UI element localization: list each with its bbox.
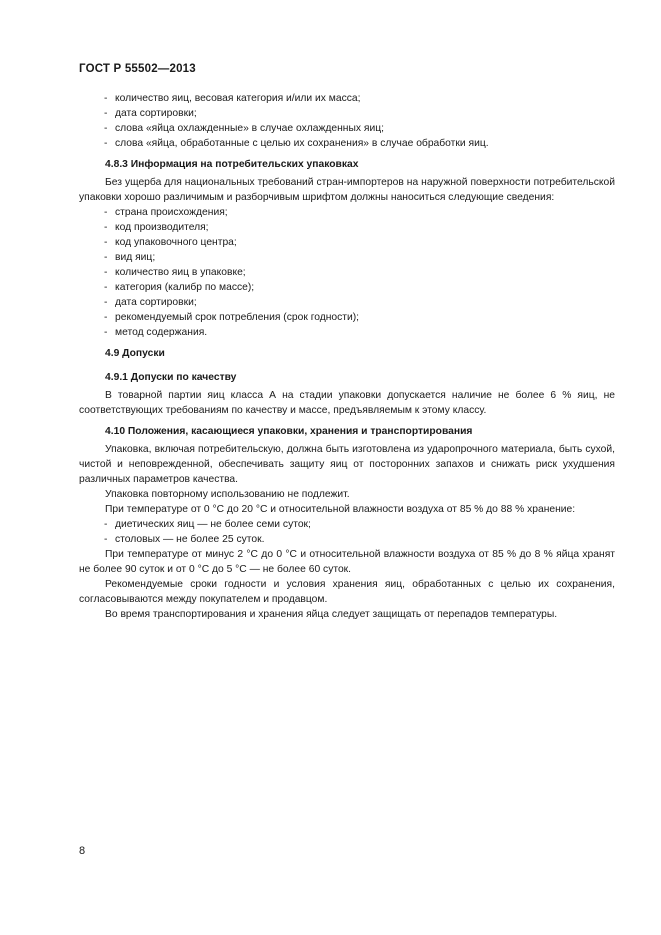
dash-marker: -: [104, 123, 108, 134]
list-item: [79, 250, 615, 265]
paragraph-no-reuse: Упаковка повторному использованию не подлежит.: [105, 489, 350, 500]
list-item-text: страна происхождения;: [115, 207, 228, 218]
list-item: [79, 235, 615, 250]
list-item-text: столовых — не более 25 суток.: [115, 534, 265, 545]
list-item: [79, 121, 615, 136]
dash-marker: -: [104, 108, 108, 119]
list-item-text: метод содержания.: [115, 327, 208, 338]
list-item: [79, 532, 615, 547]
dash-marker: -: [104, 138, 108, 149]
list-item-text: слова «яйца, обработанные с целью их сохранения» в случае обработки яиц.: [115, 138, 489, 149]
list-item-text: диетических яиц — не более семи суток;: [115, 519, 311, 530]
list-item: [79, 265, 615, 280]
dash-marker: -: [104, 519, 108, 530]
paragraph-packaging: Упаковка, включая потребительскую, должна быть изготовлена из ударопрочного материала, быть сухой, чистой и неповрежденной, обеспечивать защиту яиц от посторонних запахов и снижать риск ухудшения различных параметров качества.: [79, 444, 615, 485]
paragraph-storage-conditions: При температуре от 0 °С до 20 °С и относительной влажности воздуха от 85 % до 88 % хранение:: [105, 504, 576, 515]
section-heading-4-9-1: 4.9.1 Допуски по качеству: [105, 372, 237, 383]
dash-marker: -: [104, 297, 108, 308]
section-heading-4-10: 4.10 Положения, касающиеся упаковки, хранения и транспортирования: [105, 426, 473, 437]
list-item-text: количество яиц, весовая категория и/или их масса;: [115, 93, 361, 104]
list-item: [79, 106, 615, 121]
dash-marker: -: [104, 252, 108, 263]
page-number: 8: [79, 845, 86, 857]
list-consumer-pack-info: [79, 205, 615, 340]
section-heading-4-9: 4.9 Допуски: [105, 348, 165, 359]
document-body: [79, 91, 615, 622]
list-item: [79, 205, 615, 220]
list-item-text: количество яиц в упаковке;: [115, 267, 246, 278]
dash-marker: -: [104, 207, 108, 218]
list-item: [79, 310, 615, 325]
paragraph-4-8-3: Без ущерба для национальных требований стран-импортеров на наружной поверхности потребительской упаковки хорошо различимым и разборчивым шрифтом должны наноситься следующие сведения:: [79, 177, 615, 203]
list-item-text: дата сортировки;: [115, 108, 197, 119]
spacer: [79, 151, 615, 155]
list-item-text: дата сортировки;: [115, 297, 197, 308]
list-egg-marking: [79, 91, 615, 151]
list-item: [79, 325, 615, 340]
list-item: [79, 517, 615, 532]
list-item-text: вид яиц;: [115, 252, 156, 263]
paragraph-transport: Во время транспортирования и хранения яйца следует защищать от перепадов температуры.: [105, 609, 558, 620]
document-header: ГОСТ Р 55502—2013: [79, 63, 196, 75]
dash-marker: -: [104, 93, 108, 104]
list-item: [79, 220, 615, 235]
list-item: [79, 280, 615, 295]
dash-marker: -: [104, 237, 108, 248]
dash-marker: -: [104, 222, 108, 233]
section-heading-4-8-3: 4.8.3 Информация на потребительских упаковках: [105, 159, 359, 170]
list-item-text: слова «яйца охлажденные» в случае охлажденных яиц;: [115, 123, 384, 134]
list-item: [79, 136, 615, 151]
dash-marker: -: [104, 312, 108, 323]
paragraph-4-9-1: В товарной партии яиц класса А на стадии упаковки допускается наличие не более 6 % яиц, не соответствующих требованиям по качеству и массе, предъявляемым к этому классу.: [79, 390, 615, 416]
list-item-text: рекомендуемый срок потребления (срок годности);: [115, 312, 360, 323]
spacer: [79, 364, 615, 368]
list-item-text: категория (калибр по массе);: [115, 282, 255, 293]
spacer: [79, 340, 615, 344]
list-item: [79, 91, 615, 106]
dash-marker: -: [104, 534, 108, 545]
spacer: [79, 418, 615, 422]
paragraph-cold-storage: При температуре от минус 2 °С до 0 °С и относительной влажности воздуха от 85 % до 8 % яйца хранят не более 90 суток и от 0 °С до 5 °С — не более 60 суток.: [79, 549, 615, 575]
dash-marker: -: [104, 327, 108, 338]
paragraph-recommended-terms: Рекомендуемые сроки годности и условия хранения яиц, обработанных с целью их сохранения, согласовываются между покупателем и продавцом.: [79, 579, 615, 605]
dash-marker: -: [104, 282, 108, 293]
list-item-text: код упаковочного центра;: [115, 237, 237, 248]
list-item-text: код производителя;: [115, 222, 209, 233]
list-item: [79, 295, 615, 310]
dash-marker: -: [104, 267, 108, 278]
list-storage-terms: [79, 517, 615, 547]
